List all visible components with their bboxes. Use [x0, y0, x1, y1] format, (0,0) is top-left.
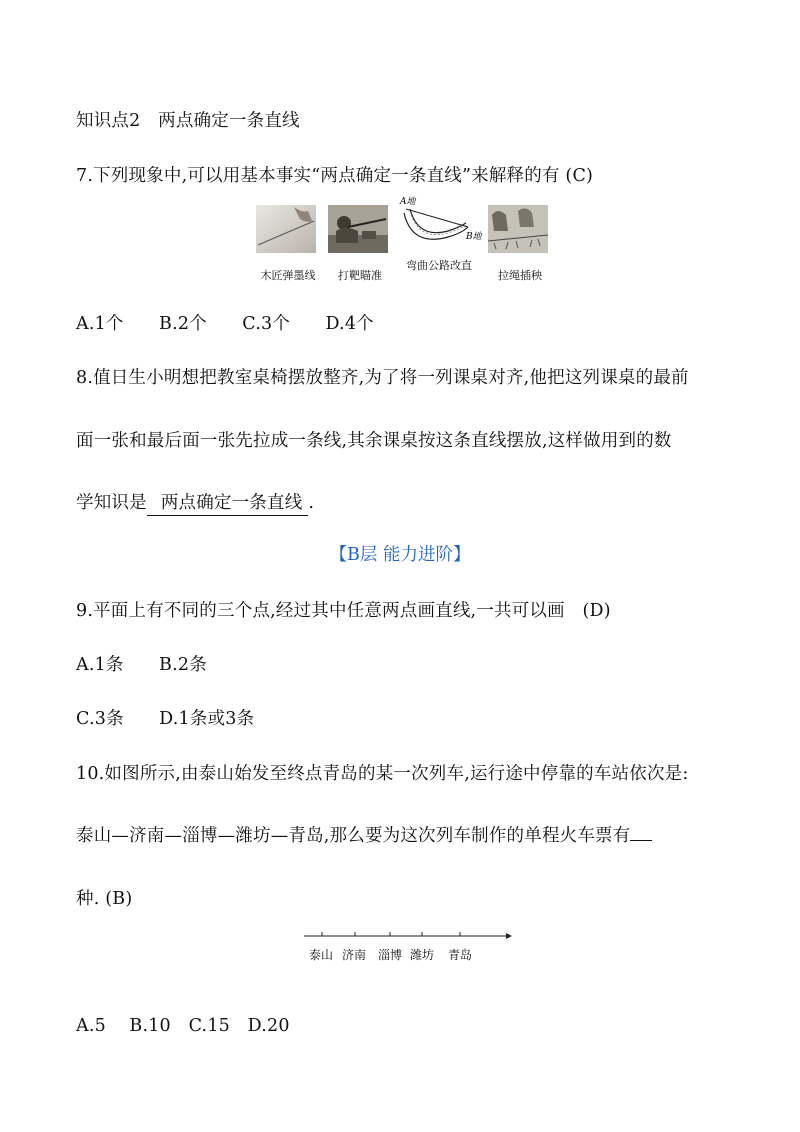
section-b-heading: 【B层 能力进阶】 — [329, 545, 471, 565]
question-8-suffix: . — [308, 493, 315, 513]
station-label: 济南 — [342, 948, 367, 962]
shooting-aim-icon — [328, 205, 388, 253]
question-9-options-row-1: A.1条 B.2条 — [76, 655, 207, 675]
point-b-label: B地 — [466, 232, 482, 242]
figure-carpenter — [256, 205, 320, 283]
question-8-line-2: 面一张和最后面一张先拉成一条线,其余课桌按这条直线摆放,这样做用到的数 — [76, 431, 672, 451]
station-label: 青岛 — [448, 948, 473, 962]
station-line-diagram — [300, 930, 516, 966]
curved-road-icon — [396, 195, 482, 253]
question-10-options: A.5 B.10 C.15 D.20 — [76, 1016, 290, 1036]
question-7-options: A.1个 B.2个 C.3个 D.4个 — [76, 314, 374, 334]
question-8-answer-blank: 两点确定一条直线 — [147, 489, 309, 516]
question-7-figures — [256, 197, 556, 287]
question-10-line-2 — [76, 822, 652, 847]
carpenter-ink-line-icon — [256, 205, 316, 253]
knowledge-point-heading: 知识点2 两点确定一条直线 — [76, 111, 300, 131]
figure-shooting — [328, 205, 392, 283]
question-10-line-2-text: 泰山—济南—淄博—潍坊—青岛,那么要为这次列车制作的单程火车票有 — [76, 826, 631, 846]
question-10-blank — [630, 822, 652, 841]
station-label: 淄博 — [378, 948, 403, 962]
figure-curved-road — [396, 197, 482, 273]
question-7-text: 7.下列现象中,可以用基本事实“两点确定一条直线”来解释的有 (C) — [76, 166, 594, 186]
station-label: 潍坊 — [410, 948, 435, 962]
question-9-text: 9.平面上有不同的三个点,经过其中任意两点画直线,一共可以画 (D) — [76, 601, 611, 621]
rope-rice-planting-icon — [488, 205, 548, 253]
question-8-line-3 — [76, 489, 314, 516]
station-label: 泰山 — [309, 948, 334, 962]
route-arrow — [300, 930, 516, 944]
question-9-options-row-2: C.3条 D.1条或3条 — [76, 709, 255, 729]
question-8-prefix: 学知识是 — [76, 493, 147, 513]
point-a-label: A地 — [400, 197, 416, 207]
figure-rice-planting — [488, 205, 552, 283]
figure-caption: 打靶瞄准 — [338, 269, 382, 282]
question-10-line-1: 10.如图所示,由泰山始发至终点青岛的某一次列车,运行途中停靠的车站依次是: — [76, 764, 689, 784]
question-8-line-1: 8.值日生小明想把教室桌椅摆放整齐,为了将一列课桌对齐,他把这列课桌的最前 — [76, 368, 689, 388]
figure-caption: 弯曲公路改直 — [406, 259, 472, 272]
figure-caption: 木匠弹墨线 — [260, 269, 316, 282]
question-10-line-3: 种. (B) — [76, 889, 133, 909]
figure-caption: 拉绳插秧 — [498, 269, 542, 282]
